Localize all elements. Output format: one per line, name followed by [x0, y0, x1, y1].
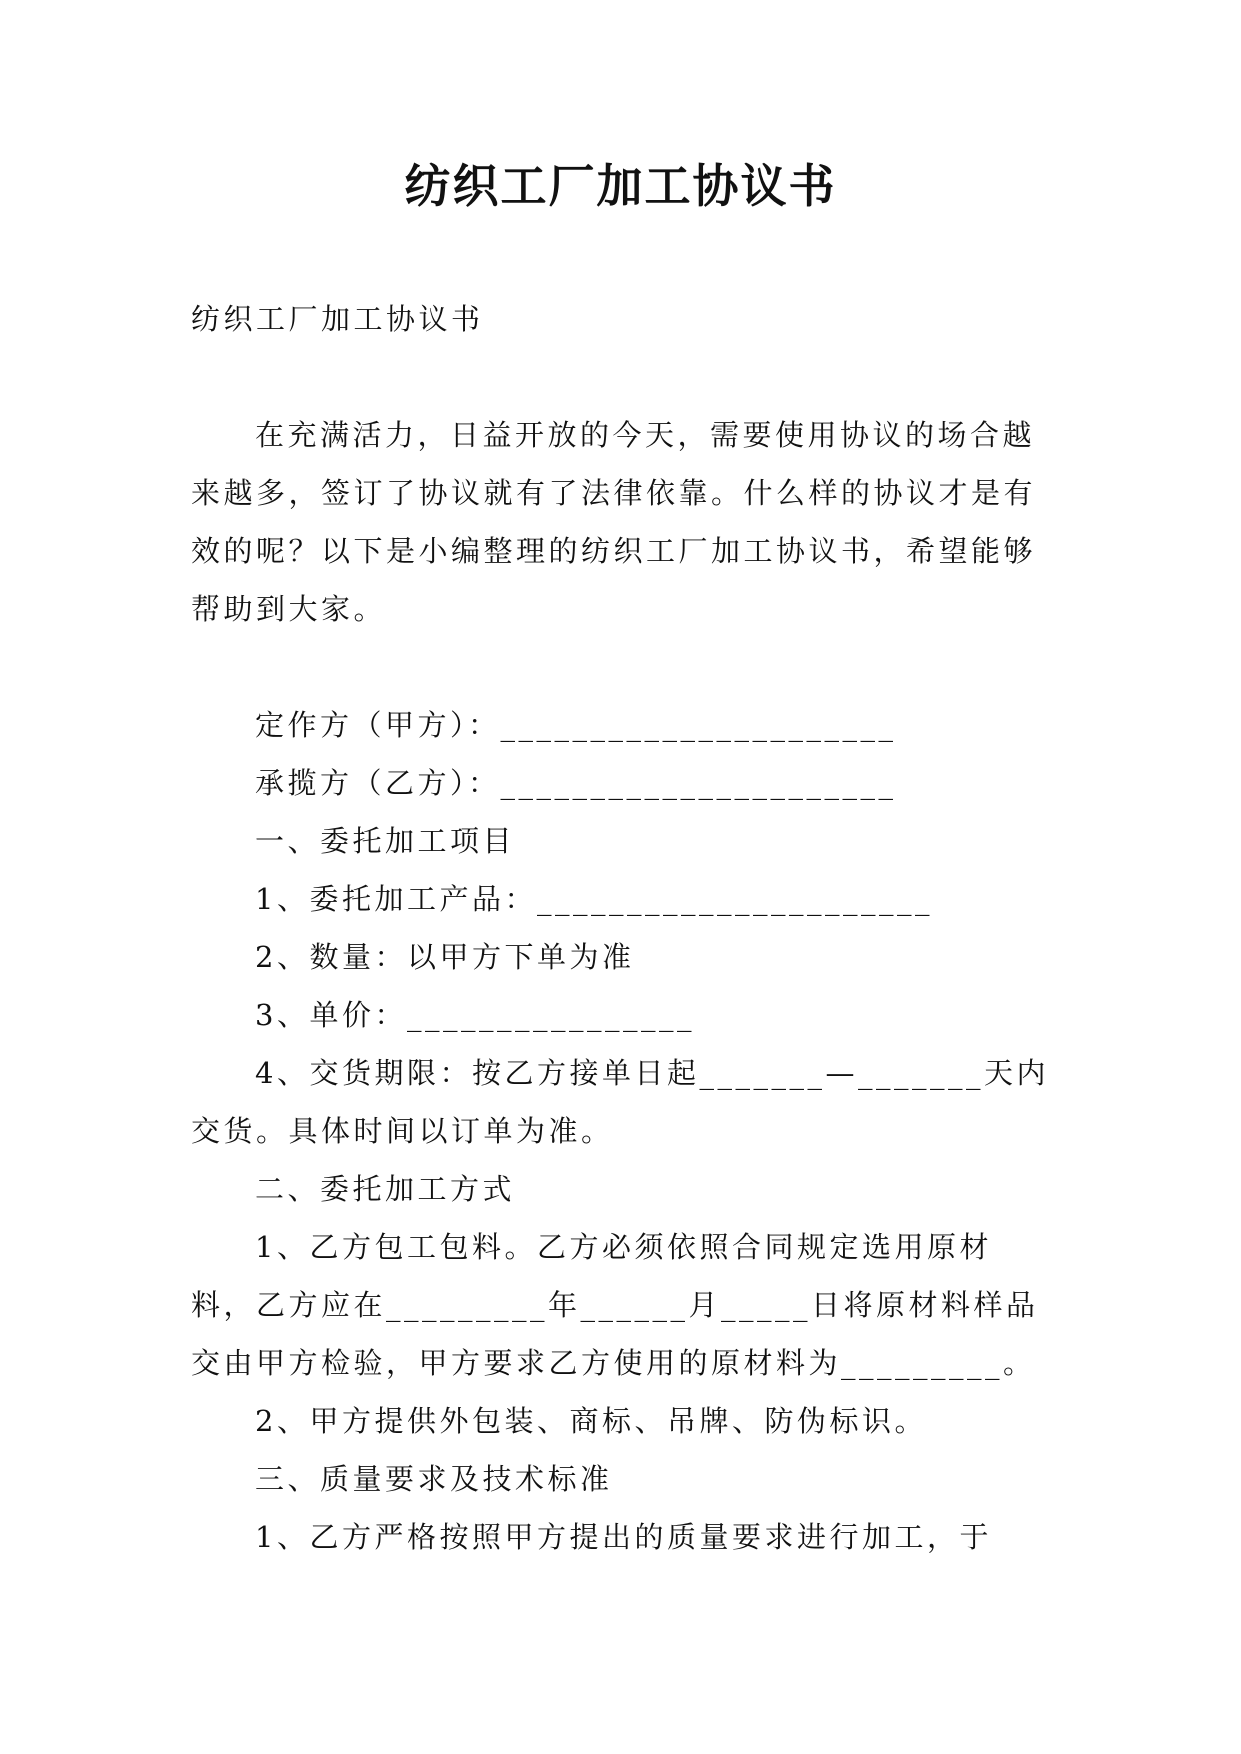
document-subtitle: 纺织工厂加工协议书	[191, 302, 484, 336]
section-heading-1: 一、委托加工项目	[255, 824, 516, 858]
clause-materials: 1、乙方包工包料。乙方必须依照合同规定选用原材料，乙方应在_________年______月_____日将原材料样品交由甲方检验，甲方要求乙方使用的原材料为_________。	[191, 1230, 1039, 1380]
clause-quality: 1、乙方严格按照甲方提出的质量要求进行加工，于	[255, 1520, 992, 1554]
clause-product: 1、委托加工产品：______________________	[255, 882, 933, 916]
section-heading-2: 二、委托加工方式	[255, 1172, 516, 1206]
document-body	[191, 290, 1051, 1566]
clause-quantity: 2、数量：以甲方下单为准	[255, 940, 635, 974]
document-title: 纺织工厂加工协议书	[404, 159, 837, 213]
intro-paragraph: 在充满活力，日益开放的今天，需要使用协议的场合越来越多，签订了协议就有了法律依靠。什么样的协议才是有效的呢？以下是小编整理的纺织工厂加工协议书，希望能够帮助到大家。	[191, 418, 1037, 626]
clause-delivery-term: 4、交货期限：按乙方接单日起_______—_______天内交货。具体时间以订单为准。	[191, 1056, 1049, 1148]
party-b-line: 承揽方（乙方）：______________________	[255, 766, 897, 800]
clause-unit-price: 3、单价：________________	[255, 998, 695, 1032]
section-heading-3: 三、质量要求及技术标准	[255, 1462, 613, 1496]
party-a-line: 定作方（甲方）：______________________	[255, 708, 897, 742]
clause-packaging: 2、甲方提供外包装、商标、吊牌、防伪标识。	[255, 1404, 927, 1438]
